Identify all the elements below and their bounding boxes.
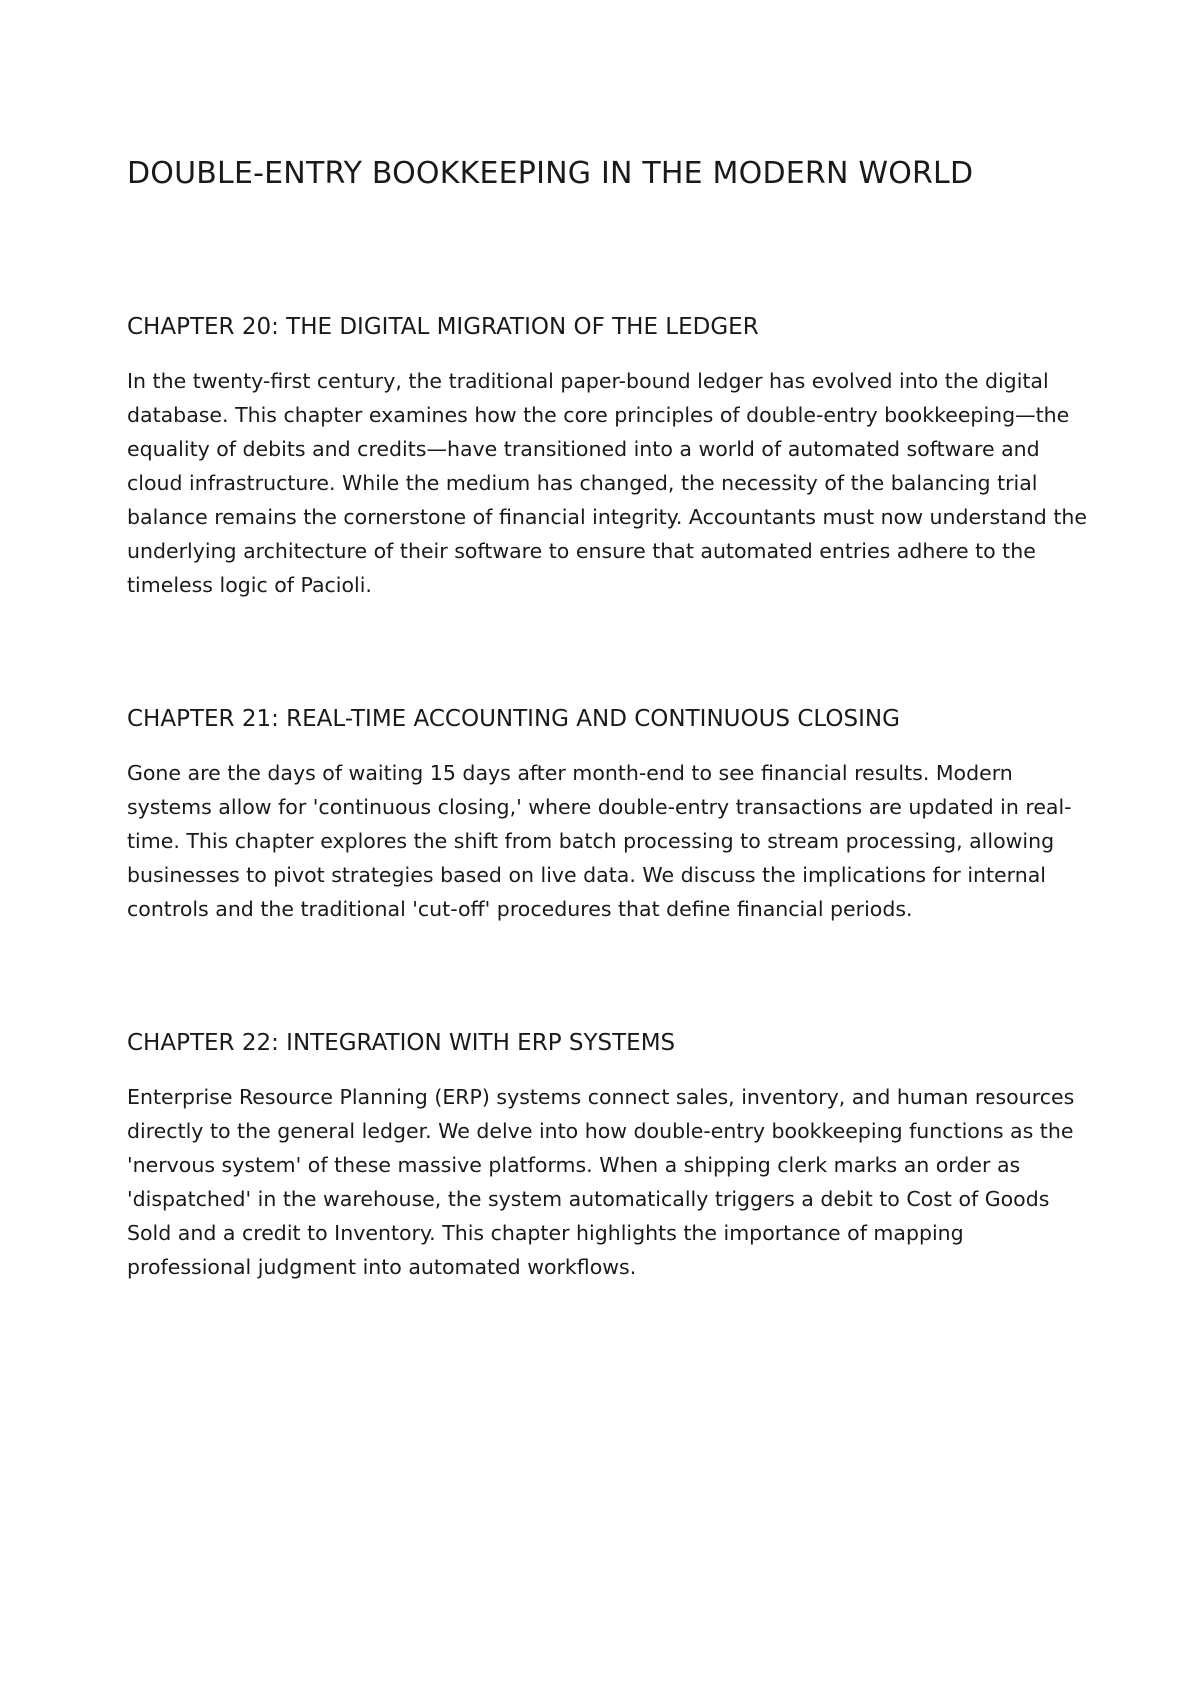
document-content	[127, 148, 1087, 1284]
chapter-20-heading: CHAPTER 20: THE DIGITAL MIGRATION OF THE LEDGER	[127, 314, 759, 340]
chapter-21-heading: CHAPTER 21: REAL-TIME ACCOUNTING AND CONTINUOUS CLOSING	[127, 706, 900, 732]
chapter-20-body: In the twenty-first century, the traditional paper-bound ledger has evolved into the digital database. This chapter examines how the core principles of double-entry bookkeeping—the equality of debits and credits—have transitioned into a world of automated software and cloud infrastructure. While the medium has changed, the necessity of the balancing trial balance remains the cornerstone of financial integrity. Accountants must now understand the underlying architecture of their software to ensure that automated entries adhere to the timeless logic of Pacioli.	[127, 369, 1087, 597]
chapter-21-body: Gone are the days of waiting 15 days after month-end to see financial results. Modern systems allow for 'continuous closing,' where double-entry transactions are updated in real-time. This chapter explores the shift from batch processing to stream processing, allowing businesses to pivot strategies based on live data. We discuss the implications for internal controls and the traditional 'cut-off' procedures that define financial periods.	[127, 761, 1072, 921]
chapter-22-body: Enterprise Resource Planning (ERP) systems connect sales, inventory, and human resources directly to the general ledger. We delve into how double-entry bookkeeping functions as the 'nervous system' of these massive platforms. When a shipping clerk marks an order as 'dispatched' in the warehouse, the system automatically triggers a debit to Cost of Goods Sold and a credit to Inventory. This chapter highlights the importance of mapping professional judgment into automated workflows.	[127, 1085, 1075, 1279]
chapter-22-heading: CHAPTER 22: INTEGRATION WITH ERP SYSTEMS	[127, 1030, 676, 1056]
chapter-22	[127, 1026, 1087, 1284]
document-title: DOUBLE-ENTRY BOOKKEEPING IN THE MODERN WORLD	[127, 156, 974, 191]
chapter-20	[127, 310, 1087, 602]
chapter-21	[127, 702, 1087, 926]
